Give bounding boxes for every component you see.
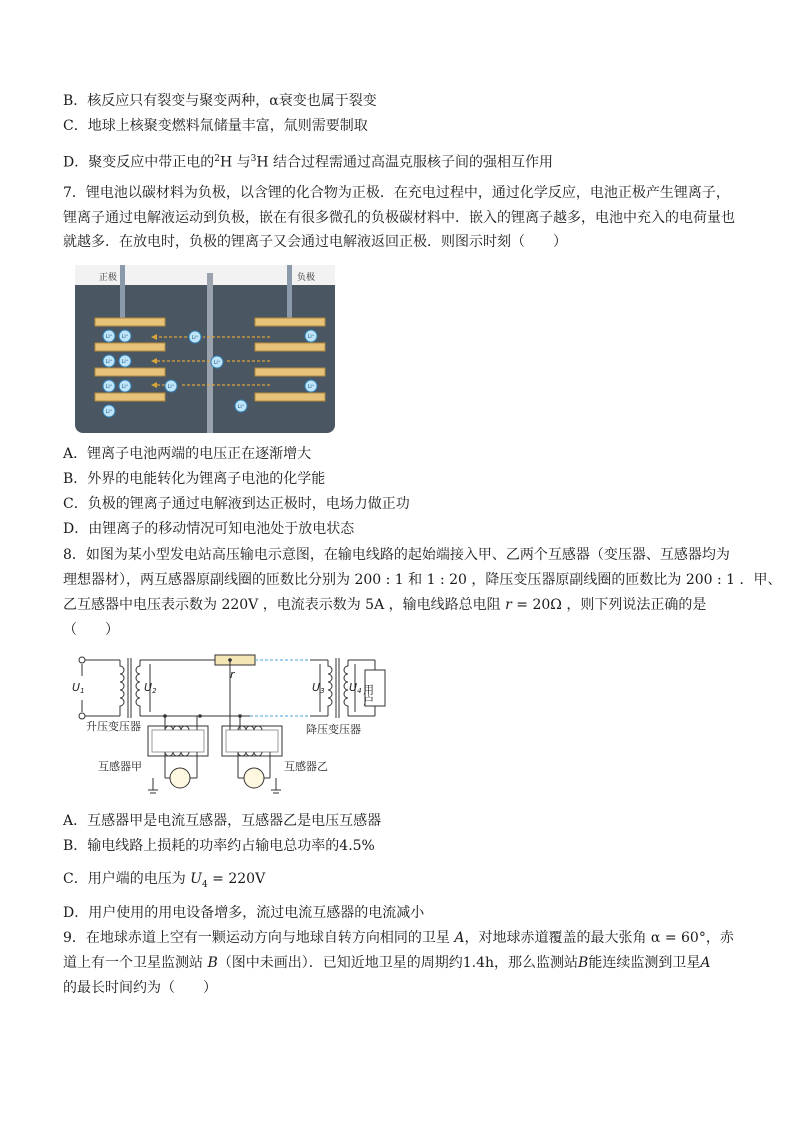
u2-label: U2 <box>144 681 157 695</box>
q9-satellite-a: A <box>454 930 465 946</box>
li-ion-label: Li⁺ <box>307 334 315 340</box>
q7-option-d: D．由锂离子的移动情况可知电池处于放电状态 <box>63 521 355 537</box>
q6-option-d-h3: H 结合过程需通过高温克服核子间的强相互作用 <box>256 154 554 171</box>
q8-stem-line-3-suffix: = 20Ω ，则下列说法正确的是 <box>511 597 707 613</box>
q8-option-b: B．输电线路上损耗的功率约占输电总功率的4.5% <box>63 838 375 854</box>
li-ion-label: Li⁺ <box>121 384 129 390</box>
q8-stem-line-1: 8．如图为某小型发电站高压输电示意图，在输电线路的起始端接入甲、乙两个互感器（变压器、互感器均为 <box>63 547 730 563</box>
q7-option-a: A．锂离子电池两端的电压正在逐渐增大 <box>63 446 312 462</box>
q9-stem-line-2 <box>63 954 710 972</box>
li-ion-label: Li⁺ <box>121 359 129 365</box>
step-down-transformer-label: 降压变压器 <box>306 723 361 736</box>
li-ion-label: Li⁺ <box>213 360 221 366</box>
li-ion-label: Li⁺ <box>191 335 199 341</box>
q9-satellite-a-2: A <box>700 955 711 971</box>
transformer-a-label: 互感器甲 <box>98 760 142 773</box>
q6-option-d-prefix: D．聚变反应中带正电的 <box>63 154 215 171</box>
negative-electrode-label: 负极 <box>297 273 316 283</box>
q9-stem-line-1 <box>63 929 734 947</box>
q8-option-c-u: U <box>190 871 202 887</box>
q9-stem-1-mid: ，对地球赤道覆盖的最大张角 α = 60°，赤 <box>464 930 734 946</box>
q8-stem-line-4: （ ） <box>63 622 119 638</box>
li-ion-label: Li⁺ <box>307 384 315 390</box>
q9-stem-2-post: （图中未画出）．已知近地卫星的周期约1.4h，那么监测站 <box>217 955 579 971</box>
q6-option-b: B．核反应只有裂变与聚变两种，α衰变也属于裂变 <box>63 93 377 109</box>
u4-label: U4 <box>349 681 362 695</box>
li-ion-label: Li⁺ <box>237 404 245 410</box>
q6-option-d-h2: H 与 <box>219 154 251 171</box>
lithium-battery-figure <box>75 265 335 433</box>
q8-option-d: D．用户使用的用电设备增多，流过电流互感器的电流减小 <box>63 905 425 921</box>
q7-option-c: C．负极的锂离子通过电解液到达正极时，电场力做正功 <box>63 496 410 512</box>
q8-option-c-suffix: = 220V <box>207 871 266 887</box>
step-up-transformer-label: 升压变压器 <box>86 720 141 733</box>
li-ion-label: Li⁺ <box>105 409 113 415</box>
q8-option-c <box>63 870 265 894</box>
transformer-b-label: 互感器乙 <box>284 760 328 773</box>
li-ion-label: Li⁺ <box>167 384 175 390</box>
q8-option-c-prefix: C．用户端的电压为 <box>63 871 191 887</box>
q8-option-a: A．互感器甲是电流互感器，互感器乙是电压互感器 <box>63 813 382 829</box>
li-ion-label: Li⁺ <box>105 359 113 365</box>
positive-electrode-label: 正极 <box>99 273 118 283</box>
q9-station-b: B <box>207 955 218 971</box>
u1-label: U1 <box>72 681 85 695</box>
q8-stem-line-2: 理想器材），两互感器原副线圈的匝数比分别为 200 : 1 和 1 : 20 ，降压变压器原副线圈的匝数比为 200 : 1 ．甲、 <box>63 572 782 588</box>
u3-label: U3 <box>312 681 325 695</box>
q7-option-b: B．外界的电能转化为锂离子电池的化学能 <box>63 471 326 487</box>
q6-option-c: C．地球上核聚变燃料氚储量丰富，氚则需要制取 <box>63 118 368 134</box>
q7-stem-line-2: 锂离子通过电解液运动到负极，嵌在有很多微孔的负极碳材料中．嵌入的锂离子越多，电池中充入的电荷量也 <box>63 210 735 226</box>
transmission-circuit-figure <box>70 648 400 798</box>
q7-stem-line-1: 7．锂电池以碳材料为负极，以含锂的化合物为正极．在充电过程中，通过化学反应，电池正极产生锂离子， <box>63 185 730 201</box>
q9-stem-1-prefix: 9．在地球赤道上空有一颗运动方向与地球自转方向相同的卫星 <box>63 930 455 946</box>
q9-stem-2-post2: 能连续监测到卫星 <box>588 955 701 971</box>
q8-stem-line-3-prefix: 乙互感器中电压表示数为 220V ，电流表示数为 5A ，输电线路总电阻 <box>63 597 506 613</box>
resistor-r-label: r <box>230 668 235 681</box>
q8-option-c-sub: 4 <box>201 879 208 890</box>
q8-stem-r: r <box>505 597 512 613</box>
user-label: 用户 <box>361 684 375 706</box>
q7-stem-line-3: 就越多．在放电时，负极的锂离子又会通过电解液返回正极．则图示时刻（ ） <box>63 234 567 250</box>
li-ion-label: Li⁺ <box>105 384 113 390</box>
q9-stem-2-prefix: 道上有一个卫星监测站 <box>63 955 208 971</box>
q9-station-b-2: B <box>578 955 589 971</box>
li-ion-label: Li⁺ <box>121 334 129 340</box>
q9-stem-line-3: 的最长时间约为（ ） <box>63 980 217 996</box>
li-ion-label: Li⁺ <box>105 334 113 340</box>
q6-option-d: D．聚变反应中带正电的$^2$H 与$^3$H 结合过程需通过高温克服核子间的强相互作用 <box>63 154 554 171</box>
q8-stem-line-3 <box>63 596 706 614</box>
